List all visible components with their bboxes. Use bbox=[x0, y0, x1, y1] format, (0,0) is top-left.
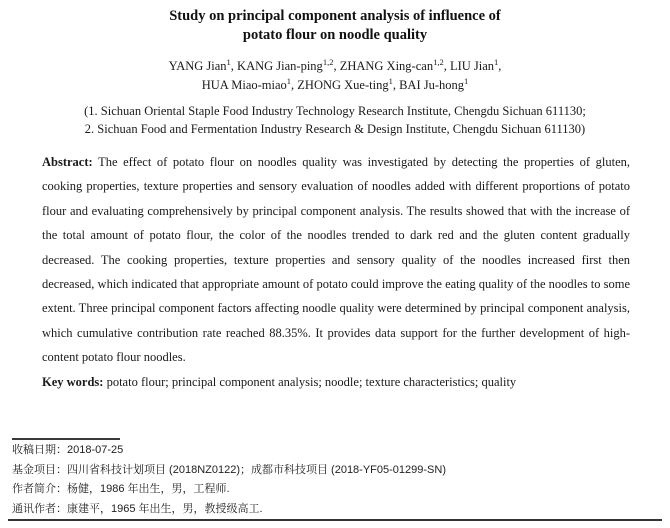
footnote-separator bbox=[12, 438, 120, 440]
author-affiliation-superscript: 1 bbox=[494, 56, 499, 67]
footnote-corresponding-value: 康建平，1965 年出生，男，教授级高工. bbox=[67, 503, 263, 516]
footnote-received-label: 收稿日期： bbox=[12, 444, 67, 456]
author-separator: , bbox=[443, 59, 450, 73]
keywords-text: potato flour; principal component analysis; noodle; texture characteristics; quality bbox=[103, 374, 517, 389]
affiliations bbox=[0, 102, 670, 138]
author-separator: , bbox=[498, 59, 502, 73]
author-list bbox=[0, 57, 670, 95]
author-separator: , bbox=[230, 59, 238, 73]
author-separator: , bbox=[392, 78, 400, 92]
author-affiliation-superscript: 1 bbox=[226, 56, 231, 67]
author-line-1 bbox=[0, 57, 670, 76]
author-separator: , bbox=[333, 59, 340, 73]
affiliation-line-2: 2. Sichuan Food and Fermentation Industry Research & Design Institute, Chengdu Sichuan 611130) bbox=[84, 122, 586, 136]
author: ZHONG Xue-ting bbox=[297, 78, 389, 92]
author: HUA Miao-miao bbox=[201, 78, 287, 92]
footnote-funding-value: 四川省科技计划项目 (2018NZ0122)；成都市科技项目 (2018-YF05-01299-SN) bbox=[67, 463, 446, 476]
abstract-section bbox=[42, 150, 630, 394]
author-affiliation-superscript: 1,2 bbox=[433, 56, 444, 67]
footnote-author-bio-value: 杨健，1986 年出生，男，工程师. bbox=[67, 483, 230, 496]
author-affiliation-superscript: 1 bbox=[464, 75, 469, 86]
affiliation-line-1: (1. Sichuan Oriental Staple Food Industry Technology Research Institute, Chengdu Sichuan 611130; bbox=[84, 104, 586, 118]
keywords-line bbox=[42, 370, 630, 394]
footnote-received-value: 2018-07-25 bbox=[67, 444, 124, 456]
footnote-funding-label: 基金项目： bbox=[12, 463, 67, 476]
footnote-funding bbox=[12, 461, 650, 481]
author-affiliation-superscript: 1 bbox=[286, 75, 292, 86]
keywords-label: Key words: bbox=[42, 374, 104, 389]
author: ZHANG Xing-can bbox=[339, 59, 434, 73]
author: KANG Jian-ping bbox=[237, 59, 323, 73]
author-separator: , bbox=[291, 78, 298, 92]
footnote-corresponding-label: 通讯作者： bbox=[12, 503, 67, 516]
author-affiliation-superscript: 1 bbox=[388, 75, 393, 86]
abstract-text: The effect of potato flour on noodles quality was investigated by detecting the properties of gluten, cooking properties, texture properties and sensory evaluation of noodles added with different proportions of potato flour and evaluating comprehensively by principal component analysis. The results showed that with the increase of the total amount of potato flour, the color of the noodles trended to dark red and the gluten content gradually decreased. The cooking properties, texture properties and sensory quality of the noodles increased first then decreased, which indicated that appropriate amount of potato could improve the eating quality of the noodles to some extent. Three principal component factors affecting noodle quality were determined by principal component analysis, which cumulative contribution rate reached 88.35%. It provides data support for the further development of high-content potato flour noodles. bbox=[42, 155, 630, 365]
abstract-paragraph bbox=[42, 150, 630, 370]
paper-title-line2: potato flour on noodle quality bbox=[242, 27, 428, 43]
abstract-label: Abstract: bbox=[42, 155, 93, 169]
author-affiliation-superscript: 1,2 bbox=[322, 56, 334, 67]
author-line-2 bbox=[0, 76, 670, 95]
author: YANG Jian bbox=[168, 59, 227, 73]
author: BAI Ju-hong bbox=[399, 78, 465, 92]
paper-title-line1: Study on principal component analysis of influence of bbox=[169, 8, 501, 24]
paper-title bbox=[0, 0, 670, 45]
author: LIU Jian bbox=[449, 59, 495, 73]
page-bottom-rule bbox=[8, 519, 662, 521]
footnote-corresponding-author bbox=[12, 500, 650, 520]
footnote-author-bio bbox=[12, 480, 650, 500]
footnote-received-date bbox=[12, 441, 650, 461]
footnotes-block bbox=[12, 441, 650, 520]
footnote-author-bio-label: 作者简介： bbox=[12, 483, 67, 496]
